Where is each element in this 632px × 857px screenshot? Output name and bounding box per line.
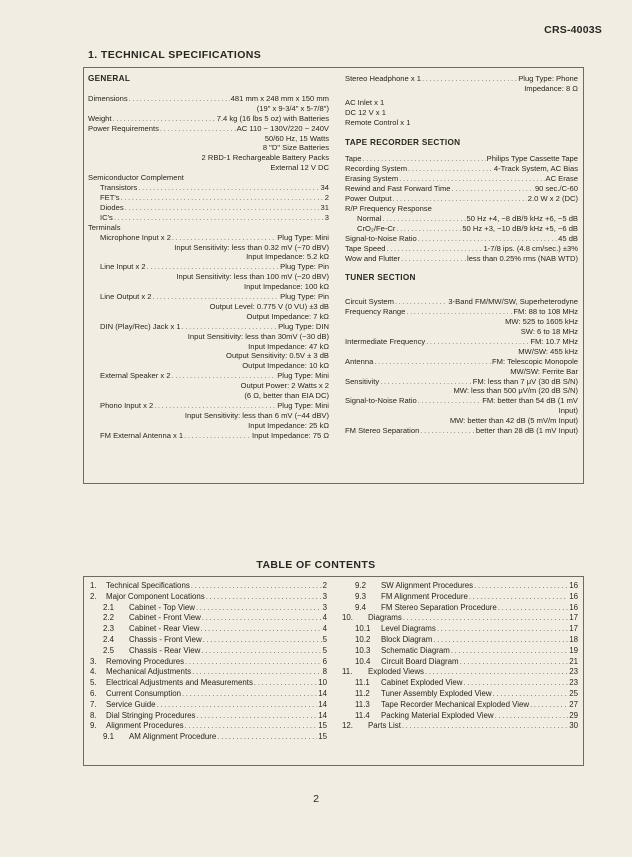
toc-entry-page: 19 <box>569 645 578 655</box>
table-of-contents-box <box>83 576 584 766</box>
toc-entry-label: Chassis - Rear View <box>129 645 201 655</box>
toc-entry-label: Dial Stringing Procedures <box>106 710 196 720</box>
toc-entry-label: Exploded Views <box>368 667 425 677</box>
toc-right-column <box>342 581 578 732</box>
toc-entry-label: Cabinet - Front View <box>129 613 201 623</box>
toc-leader-dots <box>185 657 322 668</box>
toc-entry-label: Tuner Assembly Exploded View <box>381 688 492 698</box>
toc-entry-label: Circuit Board Diagram <box>381 656 459 666</box>
toc-entry-number: 1. <box>90 581 97 590</box>
toc-entry-number: 9. <box>90 721 97 731</box>
toc-entry-page: 6 <box>322 656 327 666</box>
toc-entry-number: 2.3 <box>103 624 114 634</box>
toc-entry-label: Tape Recorder Mechanical Exploded View <box>381 699 530 709</box>
spec-detail-line: Output Impedance: 7 kΩ <box>246 311 329 321</box>
toc-entry-page: 16 <box>569 602 578 612</box>
spec-erasing-system: Erasing System ..... AC Erase <box>345 174 578 184</box>
toc-entry-label: Service Guide <box>106 699 156 709</box>
spec-rp-cro2: CrO₂/Fe-Cr ..... 50 Hz +3, −10 dB/9 kHz +5, −6 dB <box>345 224 578 234</box>
spec-antenna: Antenna ..... FM: Telescopic Monopole <box>345 357 578 367</box>
page-number: 2 <box>313 793 319 805</box>
toc-leader-dots <box>451 646 568 657</box>
toc-entry-number: 9.1 <box>103 732 114 742</box>
toc-leader-dots <box>474 581 568 592</box>
toc-entry-page: 21 <box>569 656 578 666</box>
page-title: 1. TECHNICAL SPECIFICATIONS <box>88 49 262 61</box>
spec-detail-line: MW: 525 to 1605 kHz <box>505 317 578 327</box>
toc-leader-dots <box>206 592 322 603</box>
spec-mic-input: Microphone Input x 2 ..... Plug Type: Mini <box>88 233 329 243</box>
spec-fm-stereo-separation: FM Stereo Separation ..... better than 28 dB (1 mV Input) <box>345 426 578 436</box>
toc-entry <box>342 603 578 614</box>
toc-entry-label: Electrical Adjustments and Measurements <box>106 678 253 688</box>
toc-entry <box>90 700 327 711</box>
toc-entry <box>342 635 578 646</box>
toc-leader-dots <box>403 613 568 624</box>
toc-entry-label: FM Stereo Separation Procedure <box>381 602 497 612</box>
model-number: CRS-4003S <box>544 24 602 36</box>
spec-ics: IC's ..... 3 <box>88 213 329 223</box>
toc-entry-number: 6. <box>90 688 97 698</box>
spec-power-line: External 12 V DC <box>270 163 329 173</box>
toc-entry-label: Diagrams <box>368 613 402 623</box>
toc-entry-label: Removing Procedures <box>106 656 185 666</box>
spec-detail-line: Output Impedance: 10 kΩ <box>242 361 329 371</box>
toc-entry-number: 10.4 <box>355 656 371 666</box>
toc-entry-number: 11.2 <box>355 688 370 698</box>
spec-detail-line: Input Sensitivity: less than 6 mV (−44 dBV) <box>184 410 329 420</box>
toc-entry-page: 18 <box>569 634 578 644</box>
toc-entry <box>90 721 327 732</box>
spec-detail-line: (6 Ω, better than EIA DC) <box>244 391 329 401</box>
tape-section-heading: TAPE RECORDER SECTION <box>345 137 461 147</box>
spec-detail-line: Input Impedance: 25 kΩ <box>248 420 329 430</box>
toc-leader-dots <box>203 635 322 646</box>
toc-entry <box>90 592 327 603</box>
toc-entry-label: Parts List <box>368 721 401 731</box>
toc-entry-number: 8. <box>90 710 97 720</box>
spec-ac-inlet: AC Inlet x 1 <box>345 97 385 107</box>
toc-entry <box>90 678 327 689</box>
toc-leader-dots <box>217 732 317 743</box>
spec-detail-line: Output Sensitivity: 0.5V ± 3 dB <box>226 351 329 361</box>
toc-entry-label: Packing Material Exploded View <box>381 710 494 720</box>
spec-tuner-snr: Signal-to-Noise Ratio ..... FM: better than 54 dB (1 mV <box>345 396 578 406</box>
spec-wow-flutter: Wow and Flutter ..... less than 0.25% rms (NAB WTD) <box>345 254 578 264</box>
toc-entry <box>342 678 578 689</box>
toc-entry-number: 4. <box>90 667 97 677</box>
toc-entry-label: Major Component Locations <box>106 591 205 601</box>
spec-detail-line: Output Power: 2 Watts x 2 <box>240 381 329 391</box>
toc-entry-label: Cabinet Exploded View <box>381 678 463 688</box>
spec-sensitivity: Sensitivity ..... FM: less than 7 μV (30 dB S/N) <box>345 377 578 387</box>
toc-entry-page: 5 <box>322 645 327 655</box>
toc-entry-number: 10. <box>342 613 353 623</box>
spec-detail-line: MW: better than 42 dB (5 mV/m Input) <box>449 416 578 426</box>
toc-entry <box>90 689 327 700</box>
toc-leader-dots <box>495 711 569 722</box>
toc-entry-page: 4 <box>322 624 327 634</box>
toc-leader-dots <box>460 657 569 668</box>
toc-leader-dots <box>191 581 322 592</box>
toc-entry-label: Level Diagrams <box>381 624 436 634</box>
toc-leader-dots <box>196 711 317 722</box>
spec-power-line: 2 RBD-1 Rechargeable Battery Packs <box>201 153 329 163</box>
spec-power-line: 50/60 Hz, 15 Watts <box>264 133 329 143</box>
toc-entry-page: 10 <box>318 678 327 688</box>
toc-entry-number: 11.3 <box>355 699 370 709</box>
toc-leader-dots <box>182 689 317 700</box>
toc-leader-dots <box>498 603 568 614</box>
toc-entry <box>90 711 327 722</box>
toc-entry-page: 16 <box>569 591 578 601</box>
toc-leader-dots <box>202 613 322 624</box>
toc-entry <box>90 624 327 635</box>
specs-right-column <box>345 74 578 436</box>
toc-entry-page: 25 <box>569 688 578 698</box>
toc-entry <box>90 667 327 678</box>
toc-entry-number: 11.4 <box>355 710 370 720</box>
spec-detail-line: Output Level: 0.775 V (0 VU) ±3 dB <box>209 301 329 311</box>
semiconductor-heading: Semiconductor Complement <box>88 173 184 183</box>
toc-entry <box>342 721 578 732</box>
spec-tape-power-output: Power Output ..... 2.0 W x 2 (DC) <box>345 194 578 204</box>
toc-entry <box>342 613 578 624</box>
toc-entry-page: 15 <box>318 721 327 731</box>
toc-entry-page: 4 <box>322 613 327 623</box>
toc-entry-page: 8 <box>322 667 327 677</box>
toc-entry-label: Block Diagram <box>381 634 433 644</box>
spec-detail-line: MW: less than 500 μV/m (20 dB S/N) <box>453 386 578 396</box>
toc-entry <box>90 581 327 592</box>
toc-leader-dots <box>493 689 569 700</box>
spec-line-output: Line Output x 2 ..... Plug Type: Pin <box>88 292 329 302</box>
toc-entry-page: 14 <box>318 688 327 698</box>
spec-rp-frequency-heading: R/P Frequency Response <box>345 203 432 213</box>
toc-leader-dots <box>196 603 322 614</box>
toc-entry-number: 10.2 <box>355 634 371 644</box>
spec-phono-input: Phono Input x 2 ..... Plug Type: Mini <box>88 401 329 411</box>
spec-dimensions: Dimensions ..... 481 mm x 248 mm x 150 mm <box>88 94 329 104</box>
toc-leader-dots <box>433 635 568 646</box>
toc-entry-page: 23 <box>569 667 578 677</box>
toc-leader-dots <box>185 721 318 732</box>
tuner-section-heading: TUNER SECTION <box>345 273 416 283</box>
toc-entry <box>342 581 578 592</box>
toc-entry-number: 9.2 <box>355 581 366 590</box>
toc-entry-page: 14 <box>318 710 327 720</box>
toc-entry-page: 2 <box>322 581 327 590</box>
toc-entry-number: 3. <box>90 656 97 666</box>
spec-detail-line: MW/SW: 455 kHz <box>518 346 578 356</box>
toc-entry-number: 9.4 <box>355 602 366 612</box>
toc-entry-page: 27 <box>569 699 578 709</box>
spec-detail-line: Input Impedance: 47 kΩ <box>248 341 329 351</box>
toc-entry-number: 2.4 <box>103 634 114 644</box>
spec-line-input: Line Input x 2 ..... Plug Type: Pin <box>88 262 329 272</box>
toc-entry-number: 2.1 <box>103 602 114 612</box>
toc-leader-dots <box>425 667 568 678</box>
toc-entry <box>90 657 327 668</box>
toc-entry-number: 2. <box>90 591 97 601</box>
spec-frequency-range: Frequency Range ..... FM: 88 to 108 MHz <box>345 307 578 317</box>
toc-entry-label: Cabinet - Rear View <box>129 624 200 634</box>
toc-entry <box>90 635 327 646</box>
toc-entry-page: 3 <box>322 602 327 612</box>
toc-entry-page: 30 <box>569 721 578 731</box>
toc-entry-page: 3 <box>322 591 327 601</box>
toc-entry <box>342 711 578 722</box>
toc-entry <box>342 646 578 657</box>
toc-entry-page: 29 <box>569 710 578 720</box>
spec-tape-speed: Tape Speed ..... 1-7/8 ips. (4.8 cm/sec.) ±3% <box>345 244 578 254</box>
spec-remote-control: Remote Control x 1 <box>345 117 411 127</box>
spec-tape-snr: Signal-to-Noise Ratio ..... 45 dB <box>345 234 578 244</box>
spec-detail-line: Input Impedance: 100 kΩ <box>243 282 329 292</box>
toc-leader-dots <box>469 592 568 603</box>
spec-detail-line: Input Sensitivity: less than 0.32 mV (−70 dBV) <box>174 242 329 252</box>
toc-entry <box>90 613 327 624</box>
toc-entry <box>342 700 578 711</box>
toc-entry-label: Chassis - Front View <box>129 634 202 644</box>
toc-entry-page: 15 <box>318 732 327 742</box>
toc-entry-label: Cabinet - Top View <box>129 602 195 612</box>
toc-entry-label: Schematic Diagram <box>381 645 450 655</box>
toc-entry-number: 5. <box>90 678 97 688</box>
spec-circuit-system: Circuit System ..... 3-Band FM/MW/SW, Superheterodyne <box>345 297 578 307</box>
toc-entry-number: 9.3 <box>355 591 366 601</box>
specs-left-column <box>88 74 329 441</box>
toc-entry-label: Mechanical Adjustments <box>106 667 192 677</box>
spec-fets: FET's ..... 2 <box>88 193 329 203</box>
spec-detail-line: SW: 6 to 18 MHz <box>520 327 578 337</box>
toc-entry-page: 17 <box>569 613 578 623</box>
spec-recording-system: Recording System ..... 4-Track System, AC Bias <box>345 164 578 174</box>
spec-din-jack: DIN (Play/Rec) Jack x 1 ..... Plug Type: DIN <box>88 322 329 332</box>
toc-leader-dots <box>463 678 568 689</box>
toc-entry <box>342 689 578 700</box>
toc-entry-label: AM Alignment Procedure <box>129 732 217 742</box>
toc-entry-label: FM Alignment Procedure <box>381 591 468 601</box>
toc-leader-dots <box>530 700 568 711</box>
spec-detail-line: Input Impedance: 5.2 kΩ <box>246 252 329 262</box>
toc-leader-dots <box>437 624 568 635</box>
spec-tape: Tape ..... Philips Type Cassette Tape <box>345 154 578 164</box>
toc-entry-page: 17 <box>569 624 578 634</box>
spec-rp-normal: Normal ..... 50 Hz +4, −8 dB/9 kHz +6, −5 dB <box>345 214 578 224</box>
toc-entry-number: 11.1 <box>355 678 370 688</box>
spec-power-line: 8 "D" Size Batteries <box>262 143 329 153</box>
general-heading: GENERAL <box>88 74 131 83</box>
toc-entry <box>342 657 578 668</box>
toc-entry-page: 16 <box>569 581 578 590</box>
specifications-box <box>83 67 584 484</box>
terminals-heading: Terminals <box>88 222 121 232</box>
toc-entry-number: 10.1 <box>355 624 371 634</box>
toc-entry-page: 23 <box>569 678 578 688</box>
spec-fm-antenna: FM External Antenna x 1 ..... Input Impedance: 75 Ω <box>88 431 329 441</box>
toc-entry-number: 7. <box>90 699 97 709</box>
toc-entry-number: 10.3 <box>355 645 371 655</box>
toc-entry-page: 5 <box>322 634 327 644</box>
spec-diodes: Diodes ..... 31 <box>88 203 329 213</box>
toc-entry-page: 14 <box>318 699 327 709</box>
spec-detail-line: Impedance: 8 Ω <box>524 83 578 93</box>
toc-entry-number: 2.5 <box>103 645 114 655</box>
toc-entry <box>342 592 578 603</box>
spec-transistors: Transistors ..... 34 <box>88 183 329 193</box>
spec-dimensions-inches: (19" x 9-3/4" x 5-7/8") <box>256 103 329 113</box>
toc-leader-dots <box>254 678 317 689</box>
toc-entry-label: SW Alignment Procedures <box>381 581 474 590</box>
toc-entry-label: Current Consumption <box>106 688 181 698</box>
toc-entry <box>90 603 327 614</box>
toc-leader-dots <box>402 721 568 732</box>
spec-detail-line: Input Sensitivity: less than 100 mV (−20 dBV) <box>176 272 329 282</box>
toc-entry-label: Alignment Procedures <box>106 721 184 731</box>
spec-weight: Weight ..... 7.4 kg (16 lbs 5 oz) with Batteries <box>88 114 329 124</box>
spec-detail-line: Input Sensitivity: less than 30mV (−30 dB) <box>187 331 329 341</box>
toc-leader-dots <box>200 624 321 635</box>
toc-title: TABLE OF CONTENTS <box>256 559 376 571</box>
toc-entry <box>90 732 327 743</box>
toc-leader-dots <box>192 667 322 678</box>
spec-power: Power Requirements ..... AC 110 ~ 130V/220 ~ 240V <box>88 124 329 134</box>
toc-entry-number: 12. <box>342 721 353 731</box>
spec-intermediate-frequency: Intermediate Frequency ..... FM: 10.7 MHz <box>345 337 578 347</box>
toc-left-column <box>90 581 327 743</box>
spec-headphone: Stereo Headphone x 1 ..... Plug Type: Phone <box>345 74 578 84</box>
toc-entry <box>342 624 578 635</box>
spec-dc-input: DC 12 V x 1 <box>345 107 386 117</box>
toc-entry <box>90 646 327 657</box>
toc-entry-label: Technical Specifications <box>106 581 190 590</box>
spec-rewind-time: Rewind and Fast Forward Time ..... 90 sec./C-60 <box>345 184 578 194</box>
toc-entry <box>342 667 578 678</box>
spec-detail-line: Input) <box>558 406 578 416</box>
spec-ext-speaker: External Speaker x 2 ..... Plug Type: Mini <box>88 371 329 381</box>
toc-leader-dots <box>157 700 318 711</box>
spec-detail-line: MW/SW: Ferrite Bar <box>510 366 578 376</box>
toc-leader-dots <box>201 646 321 657</box>
toc-entry-number: 2.2 <box>103 613 114 623</box>
toc-entry-number: 11. <box>342 667 353 677</box>
